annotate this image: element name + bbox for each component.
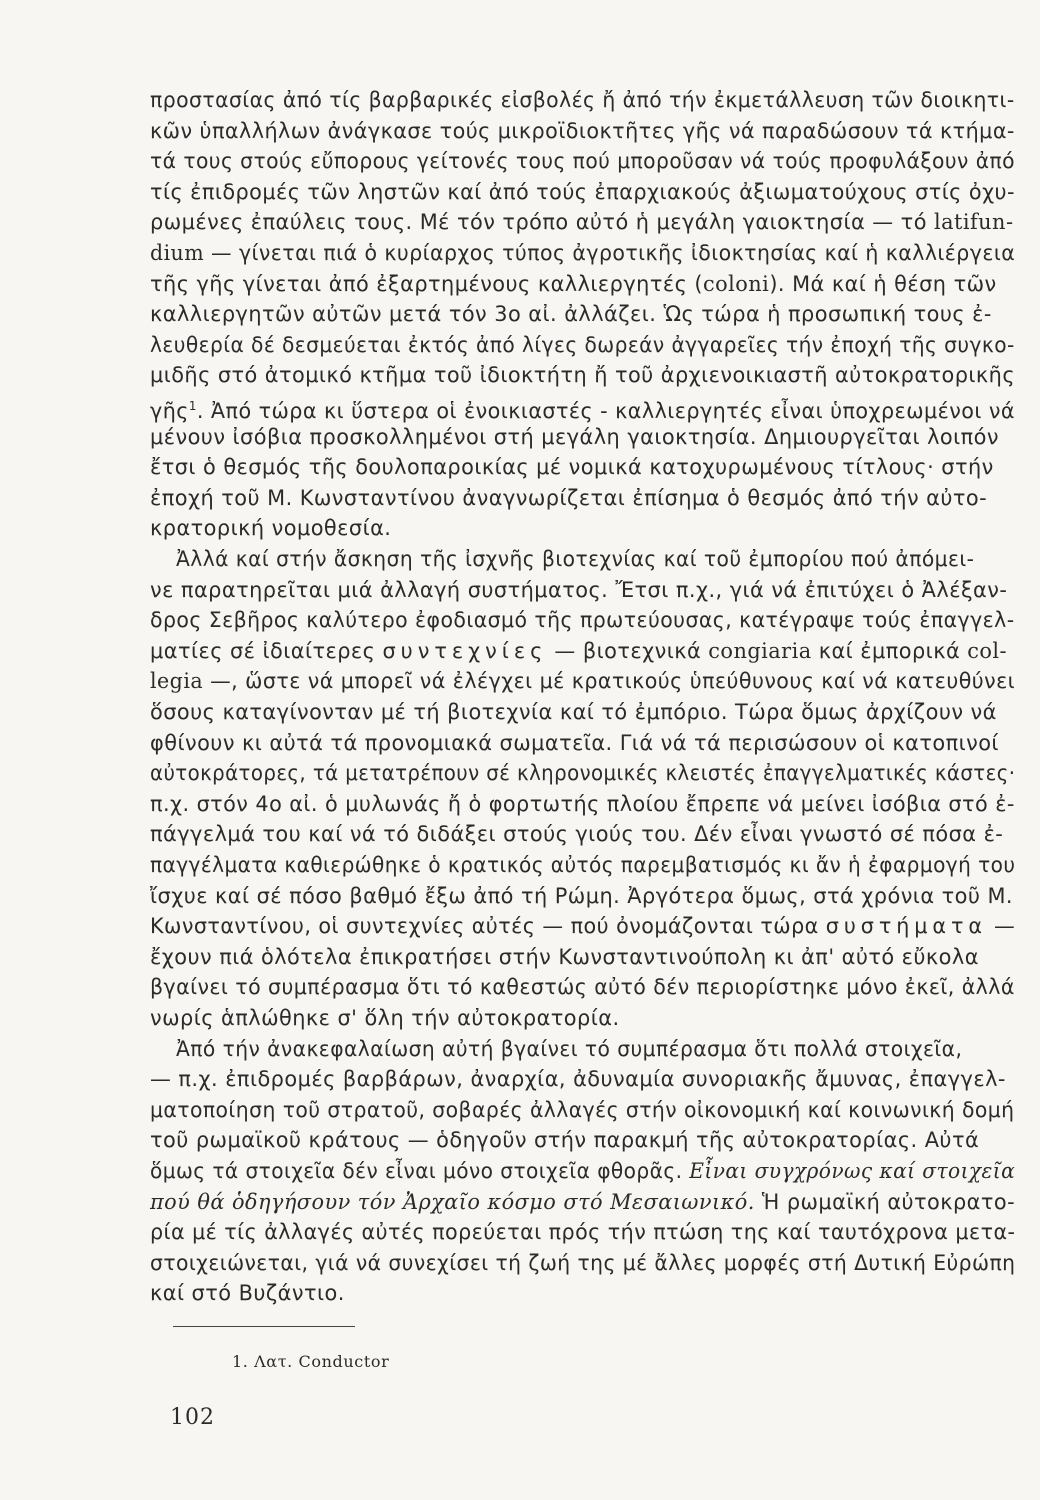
- text-line: φθίνουν κι αὐτά τά προνομιακά σωματεῖα. Γιά νά τά περισώσουν οἱ κατοπινοί: [150, 730, 999, 755]
- latin-term: congiaria: [708, 638, 812, 663]
- text-line: Ἀπό τήν ἀνακεφαλαίωση αὐτή βγαίνει τό συμπέρασμα ὅτι πολλά στοιχεῖα,: [176, 1036, 963, 1061]
- italic-emphasis: πού θά ὁδηγήσουν τόν Ἀρχαῖο κόσμο στό Μεσαιωνικό.: [150, 1189, 755, 1214]
- text-line: τοῦ ρωμαϊκοῦ κράτους — ὁδηγοῦν στήν παρακμή τῆς αὐτοκρατορίας. Αὐτά: [150, 1128, 980, 1153]
- spaced-term: συστήματα: [825, 914, 987, 939]
- footnote-divider: [173, 1326, 355, 1327]
- footnote: 1. Λατ. Conductor: [232, 1352, 390, 1371]
- text-line: ματοποίηση τοῦ στρατοῦ, σοβαρές ἀλλαγές στήν οἰκονομική καί κοινωνική δομή: [150, 1097, 1015, 1122]
- text-line: παγγέλματα καθιερώθηκε ὁ κρατικός αὐτός παρεμβατισμός κι ἄν ἡ ἐφαρμογή του: [150, 853, 1016, 877]
- latin-term: legia: [150, 669, 204, 694]
- text-line: καί στό Βυζάντιο.: [150, 1281, 345, 1306]
- latin-term: col-: [967, 638, 1008, 663]
- text-line: ἐποχή τοῦ Μ. Κωνσταντίνου ἀναγνωρίζεται ἐπίσημα ὁ θεσμός ἀπό τήν αὐτο-: [150, 485, 988, 510]
- text-line: νωρίς ἁπλώθηκε σ' ὅλη τήν αὐτοκρατορία.: [150, 1006, 620, 1030]
- text-line: βγαίνει τό συμπέρασμα ὅτι τό καθεστώς αὐτό δέν περιορίστηκε μόνο ἐκεῖ, ἀλλά: [150, 975, 1015, 1000]
- text-line: νε παρατηρεῖται μιά ἀλλαγή συστήματος. Ἔτσι π.χ., γιά νά ἐπιτύχει ὁ Ἀλέξαν-: [150, 577, 1008, 602]
- text-line: πάγγελμά του καί νά τό διδάξει στούς γιούς του. Δέν εἶναι γνωστό σέ πόσα ἐ-: [150, 822, 1004, 847]
- text-line: μένουν ἰσόβια προσκολλημένοι στή μεγάλη γαιοκτησία. Δημιουργεῖται λοιπόν: [150, 424, 999, 449]
- text-line: τῆς γῆς γίνεται ἀπό ἐξαρτημένους καλλιεργητές (coloni). Μά καί ἡ θέση τῶν: [150, 271, 997, 296]
- text-line: Ἀλλά καί στήν ἄσκηση τῆς ἰσχνῆς βιοτεχνίας καί τοῦ ἐμπορίου πού ἀπόμει-: [176, 547, 975, 571]
- text-line: — π.χ. ἐπιδρομές βαρβάρων, ἀναρχία, ἀδυναμία συνοριακῆς ἄμυνας, ἐπαγγελ-: [150, 1067, 1006, 1092]
- text-line: αὐτοκράτορες, τά μετατρέπουν σέ κληρονομικές κλειστές ἐπαγγελματικές κάστες·: [150, 761, 1016, 786]
- text-line: ἔχουν πιά ὁλότελα ἐπικρατήσει στήν Κωνσταντινούπολη κι ἀπ' αὐτό εὔκολα: [150, 944, 979, 969]
- text-line: ἴσχυε καί σέ πόσο βαθμό ἔξω ἀπό τή Ρώμη. Ἀργότερα ὅμως, στά χρόνια τοῦ Μ.: [150, 883, 1014, 908]
- page-number: 102: [170, 1405, 215, 1430]
- text-line: στοιχειώνεται, γιά νά συνεχίσει τή ζωή της μέ ἄλλες μορφές στή Δυτική Εὐρώπη: [150, 1250, 1016, 1275]
- text-line: μιδῆς στό ἀτομικό κτῆμα τοῦ ἰδιοκτήτη ἤ τοῦ ἀρχιενοικιαστῆ αὐτοκρατορικῆς: [150, 363, 1016, 388]
- text-line: Κωνσταντίνου, οἱ συντεχνίες αὐτές — πού ὀνομάζονται τώρα συστήματα —: [150, 914, 1016, 939]
- text-line: καλλιεργητῶν αὐτῶν μετά τόν 3ο αἰ. ἀλλάζει. Ὡς τώρα ἡ προσωπική τους ἐ-: [150, 302, 992, 327]
- text-line: ἔτσι ὁ θεσμός τῆς δουλοπαροικίας μέ νομικά κατοχυρωμένους τίτλους· στήν: [150, 455, 994, 480]
- text-line: λευθερία δέ δεσμεύεται ἐκτός ἀπό λίγες δωρεάν ἀγγαρεῖες τήν ἐποχή τῆς συγκο-: [150, 332, 1015, 357]
- text-line: dium — γίνεται πιά ὁ κυρίαρχος τύπος ἀγροτικῆς ἰδιοκτησίας καί ἡ καλλιέργεια: [150, 241, 1016, 265]
- italic-emphasis: Εἶναι συγχρόνως καί στοιχεῖα: [689, 1159, 1016, 1183]
- spaced-term: συντεχνίες: [382, 638, 548, 663]
- text-line: legia —, ὥστε νά μπορεῖ νά ἐλέγχει μέ κρατικούς ὑπεύθυνους καί νά κατευθύνει: [150, 669, 1016, 694]
- latin-term: dium: [150, 241, 205, 265]
- latin-term: coloni: [702, 271, 770, 296]
- latin-term: latifun-: [934, 210, 1014, 235]
- text-line: κρατορική νομοθεσία.: [150, 516, 392, 541]
- text-line: προστασίας ἀπό τίς βαρβαρικές εἰσβολές ἤ ἀπό τήν ἐκμετάλλευση τῶν διοικητι-: [150, 88, 1015, 112]
- text-line: τά τους στούς εὔπορους γείτονές τους πού μποροῦσαν νά τούς προφυλάξουν ἀπό: [150, 149, 1015, 174]
- text-line: δρος Σεβῆρος καλύτερο ἐφοδιασμό τῆς πρωτεύουσας, κατέγραψε τούς ἐπαγγελ-: [150, 608, 1015, 633]
- text-line: ματίες σέ ἰδιαίτερες συντεχνίες — βιοτεχνικά congiaria καί ἐμπορικά col-: [150, 638, 1008, 663]
- text-line: π.χ. στόν 4ο αἰ. ὁ μυλωνάς ἤ ὁ φορτωτής πλοίου ἔπρεπε νά μείνει ἰσόβια στό ἐ-: [150, 791, 1015, 816]
- text-line: ρωμένες ἐπαύλεις τους. Μέ τόν τρόπο αὐτό ἡ μεγάλη γαιοκτησία — τό latifun-: [150, 210, 1014, 235]
- text-line: ὅμως τά στοιχεῖα δέν εἶναι μόνο στοιχεῖα φθορᾶς. Εἶναι συγχρόνως καί στοιχεῖα: [150, 1159, 1016, 1183]
- text-line: ὅσους καταγίνονταν μέ τή βιοτεχνία καί τό ἐμπόριο. Τώρα ὅμως ἀρχίζουν νά: [150, 700, 997, 724]
- text-line: πού θά ὁδηγήσουν τόν Ἀρχαῖο κόσμο στό Μεσαιωνικό. Ἡ ρωμαϊκή αὐτοκρατο-: [150, 1189, 1016, 1214]
- text-line: τίς ἐπιδρομές τῶν ληστῶν καί ἀπό τούς ἐπαρχιακούς ἀξιωματούχους στίς ὀχυ-: [150, 179, 1015, 204]
- text-line: ρία μέ τίς ἀλλαγές αὐτές πορεύεται πρός τήν πτώση της καί ταυτόχρονα μετα-: [150, 1220, 1016, 1245]
- text-line: γῆς$^1$. Ἀπό τώρα κι ὕστερα οἱ ἐνοικιαστές - καλλιεργητές εἶναι ὑποχρεωμένοι νά: [150, 399, 1015, 423]
- text-line: κῶν ὑπαλλήλων ἀνάγκασε τούς μικροϊδιοκτῆτες γῆς νά παραδώσουν τά κτήμα-: [150, 118, 1015, 143]
- footnote-marker: 1: [188, 399, 197, 413]
